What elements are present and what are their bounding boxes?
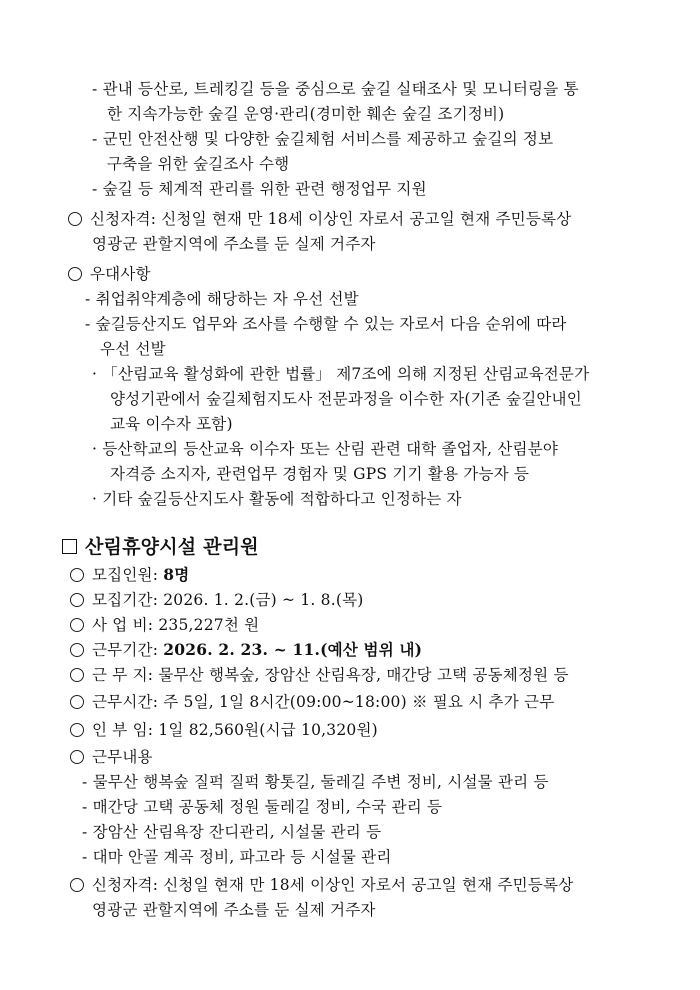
work-content-item-3: - 장암산 산림욕장 잔디관리, 시설물 관리 등 [82,823,382,841]
section-heading [62,533,259,561]
field-value: 8명 [163,565,190,584]
field-value: 2026. 2. 23. ~ 11.(예산 범위 내) [163,640,423,659]
field-label: 사 업 비: [92,616,159,634]
field-label: 모집인원: [92,566,164,584]
duty-item-3-line-1: - 숲길 등 체계적 관리를 위한 관련 행정업무 지원 [92,180,427,198]
preference-sub-2-line-2: 자격증 소지자, 관련업무 경험자 및 GPS 기기 활용 가능자 등 [110,465,530,483]
eligibility-1 [68,207,571,231]
circle-bullet-icon [70,668,84,682]
circle-bullet-icon [70,750,84,764]
circle-bullet-icon [68,212,82,226]
duty-item-1-line-2: 한 지속가능한 숲길 운영·관리(경미한 훼손 숲길 조기정비) [107,105,505,123]
circle-bullet-icon [70,593,84,607]
preference-sub-1-line-2: 양성기관에서 숲길체험지도사 전문과정을 이수한 자(기존 숲길안내인 [110,390,582,408]
field-recruit-period [70,588,364,612]
circle-bullet-icon [70,643,84,657]
work-content-heading [70,745,153,769]
preference-sub-1-line-3: 교육 이수자 포함) [110,415,233,433]
work-content-item-1: - 물무산 행복숲 질퍽 질퍽 황톳길, 둘레길 주변 정비, 시설물 관리 등 [82,773,549,791]
circle-bullet-icon [68,267,82,281]
preference-item-1: - 취업취약계층에 해당하는 자 우선 선발 [85,290,359,308]
duty-item-2-line-1: - 군민 안전산행 및 다양한 숲길체험 서비스를 제공하고 숲길의 정보 [92,130,554,148]
work-content-item-2: - 매간당 고택 공동체 정원 둘레길 정비, 수국 관리 등 [82,798,443,816]
preference-sub-3-line-1: · 기타 숲길등산지도사 활동에 적합하다고 인정하는 자 [92,490,462,508]
circle-bullet-icon [70,618,84,632]
eligibility-2 [70,873,573,897]
field-recruit-count [70,563,189,587]
duty-item-2-line-2: 구축을 위한 숲길조사 수행 [107,155,290,173]
field-value: 2026. 1. 2.(금) ~ 1. 8.(목) [163,591,364,609]
field-budget [70,613,259,637]
section-title: 산림휴양시설 관리원 [85,536,259,558]
field-work-period [70,638,422,662]
preference-title: 우대사항 [90,265,151,283]
preference-item-2-line-2: 우선 선발 [100,340,166,358]
field-value: 주 5일, 1일 8시간(09:00~18:00) ※ 필요 시 추가 근무 [163,693,555,711]
field-label: 인 부 임: [92,721,159,739]
eligibility-2-line-1: 신청자격: 신청일 현재 만 18세 이상인 자로서 공고일 현재 주민등록상 [92,876,574,894]
work-content-item-4: - 대마 안골 계곡 정비, 파고라 등 시설물 관리 [82,848,392,866]
square-bullet-icon [62,539,77,554]
field-value: 235,227천 원 [158,616,260,634]
field-label: 근 무 지: [92,666,159,684]
preference-heading [68,262,151,286]
field-label: 근무기간: [92,641,164,659]
preference-sub-1-line-1: · 「산림교육 활성화에 관한 법률」 제7조에 의해 지정된 산림교육전문가 [92,365,590,383]
circle-bullet-icon [70,568,84,582]
field-label: 모집기간: [92,591,164,609]
work-content-title: 근무내용 [92,748,153,766]
field-value: 물무산 행복숲, 장암산 산림욕장, 매간당 고택 공동체정원 등 [158,666,569,684]
eligibility-1-line-2: 영광군 관할지역에 주소를 둔 실제 거주자 [92,235,376,253]
field-work-location [70,663,569,687]
field-work-hours [70,690,554,714]
eligibility-1-line-1: 신청자격: 신청일 현재 만 18세 이상인 자로서 공고일 현재 주민등록상 [90,210,572,228]
eligibility-2-line-2: 영광군 관할지역에 주소를 둔 실제 거주자 [92,901,376,919]
field-wage [70,718,378,742]
preference-sub-2-line-1: · 등산학교의 등산교육 이수자 또는 산림 관련 대학 졸업자, 산림분야 [92,440,559,458]
field-label: 근무시간: [92,693,164,711]
preference-item-2-line-1: - 숲길등산지도 업무와 조사를 수행할 수 있는 자로서 다음 순위에 따라 [85,315,567,333]
field-value: 1일 82,560원(시급 10,320원) [158,721,378,739]
circle-bullet-icon [70,878,84,892]
duty-item-1-line-1: - 관내 등산로, 트레킹길 등을 중심으로 숲길 실태조사 및 모니터링을 통 [92,80,579,98]
circle-bullet-icon [70,695,84,709]
circle-bullet-icon [70,723,84,737]
